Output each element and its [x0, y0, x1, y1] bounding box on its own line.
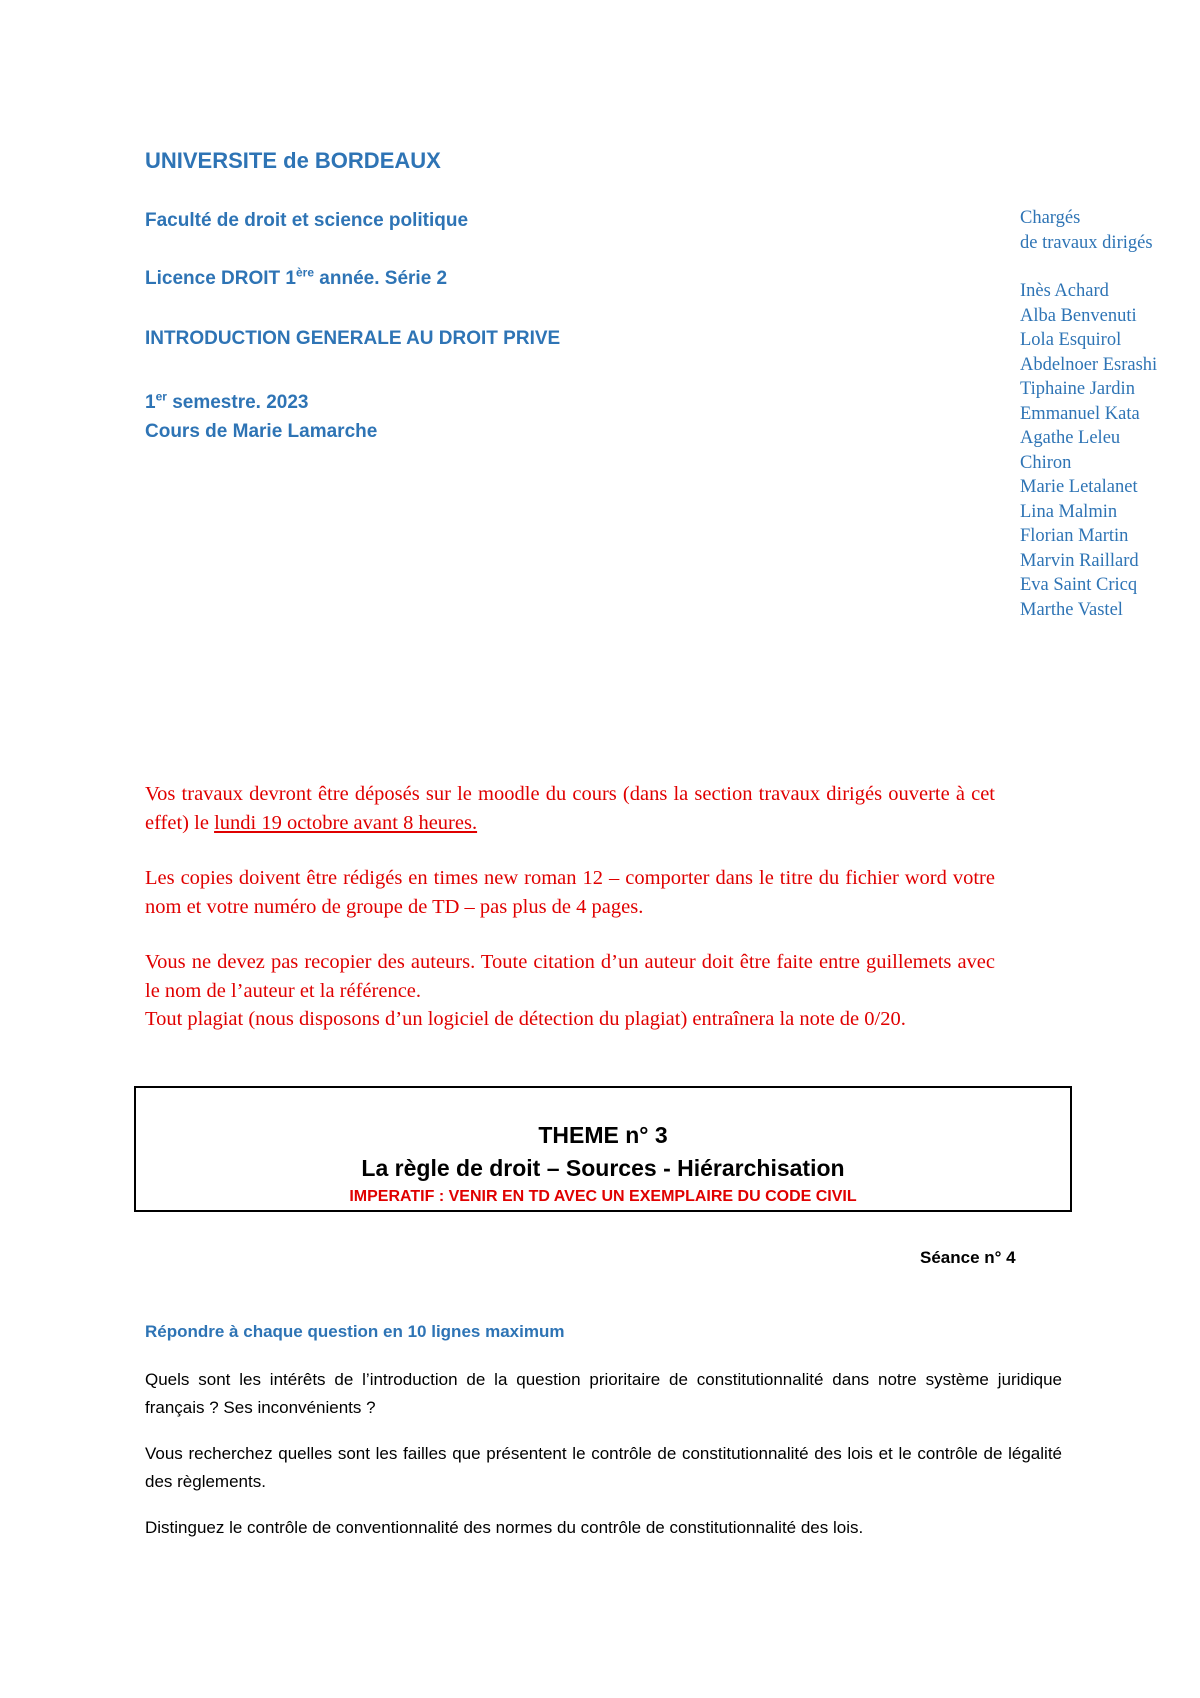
tutor-name: Chiron: [1020, 452, 1072, 473]
tutor-name: Abdelnoer Esrashi: [1020, 354, 1158, 375]
tutors-heading-line2: de travaux dirigés: [1020, 232, 1153, 253]
faculty-name: Faculté de droit et science politique: [145, 210, 469, 231]
question-item: Quels sont les intérêts de l’introduction de la question prioritaire de constitutionnalité dans notre système juridique français ? Ses inconvénients ?: [145, 1370, 1062, 1417]
submission-instructions: [145, 780, 995, 1034]
licence-prefix: Licence DROIT 1: [145, 268, 296, 289]
instruction-deposit-text: Vos travaux devront être déposés sur le moodle du cours (dans la section travaux dirigés ouverte à cet effet) le: [145, 783, 995, 834]
questions-list: [145, 1366, 1062, 1560]
semester-line: [145, 388, 377, 417]
tutor-name: Inès Achard: [1020, 281, 1109, 301]
semester-prefix: 1: [145, 392, 156, 413]
theme-imperative: IMPERATIF : VENIR EN TD AVEC UN EXEMPLAIRE DU CODE CIVIL: [349, 1188, 857, 1205]
instruction-citation: Vous ne devez pas recopier des auteurs. Toute citation d’un auteur doit être faite entre guillemets avec le nom de l’auteur et la référence.: [145, 951, 995, 1002]
instruction-format: Les copies doivent être rédigés en times new roman 12 – comporter dans le titre du fichier word votre nom et votre numéro de groupe de TD – pas plus de 4 pages.: [145, 867, 995, 918]
semester-block: [145, 388, 377, 446]
tutor-name: Alba Benvenuti: [1020, 305, 1137, 326]
tutor-name: Lola Esquirol: [1020, 330, 1122, 350]
licence-superscript: ère: [296, 265, 315, 280]
tutor-name: Emmanuel Kata: [1020, 403, 1140, 424]
licence-line: [145, 265, 448, 290]
licence-suffix: année. Série 2: [314, 268, 448, 289]
session-number: Séance n° 4: [920, 1248, 1016, 1267]
question-item: Distinguez le contrôle de conventionnalité des normes du contrôle de constitutionnalité des lois.: [145, 1518, 864, 1537]
tutor-name: Tiphaine Jardin: [1020, 379, 1135, 399]
semester-superscript: er: [155, 389, 167, 404]
tutor-name: Florian Martin: [1020, 526, 1129, 546]
tutor-name: Marthe Vastel: [1020, 599, 1123, 620]
tutor-name: Eva Saint Cricq: [1020, 575, 1138, 595]
instruction-plagiarism: Tout plagiat (nous disposons d’un logiciel de détection du plagiat) entraînera la note de 0/20.: [145, 1008, 906, 1030]
tutor-name: Marie Letalanet: [1020, 477, 1138, 497]
theme-number: THEME n° 3: [538, 1122, 668, 1148]
university-name: UNIVERSITE de BORDEAUX: [145, 148, 441, 173]
instruction-deposit: [145, 780, 995, 837]
tutors-panel: [1020, 206, 1157, 622]
theme-box: [134, 1086, 1072, 1212]
tutor-name: Marvin Raillard: [1020, 550, 1139, 571]
tutors-heading-line1: Chargés: [1020, 208, 1081, 228]
lecturer-line: Cours de Marie Lamarche: [145, 421, 378, 442]
course-title: INTRODUCTION GENERALE AU DROIT PRIVE: [145, 328, 561, 349]
theme-title: La règle de droit – Sources - Hiérarchisation: [361, 1155, 845, 1181]
deadline: lundi 19 octobre avant 8 heures.: [214, 811, 478, 834]
questions-heading: Répondre à chaque question en 10 lignes maximum: [145, 1322, 565, 1341]
tutor-name: Agathe Leleu: [1020, 428, 1121, 448]
question-item: Vous recherchez quelles sont les failles que présentent le contrôle de constitutionnalité des lois et le contrôle de légalité des règlements.: [145, 1444, 1062, 1491]
semester-suffix: semestre. 2023: [166, 392, 309, 413]
tutor-name: Lina Malmin: [1020, 501, 1118, 522]
